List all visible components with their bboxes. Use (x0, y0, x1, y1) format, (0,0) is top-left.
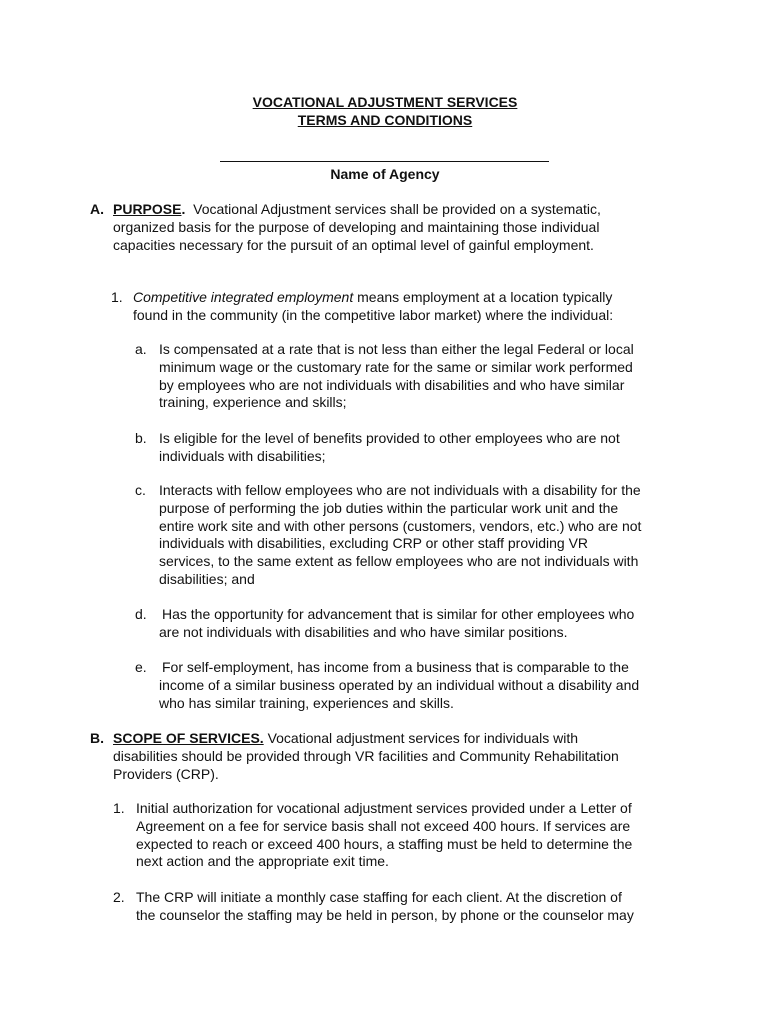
section-b-line-3: Providers (CRP). (113, 765, 219, 782)
section-b-item-1-line: next action and the appropriate exit time. (136, 853, 389, 870)
subitem-c-line: disabilities; and (159, 570, 255, 587)
subitem-e-marker: e. (135, 659, 147, 675)
item-1-line-1 (133, 289, 613, 307)
section-a-line-1 (113, 201, 601, 219)
subitem-e-line: income of a similar business operated by an individual without a disability and (159, 676, 640, 693)
subitem-b-marker: b. (135, 430, 147, 446)
subitem-a-text (159, 341, 634, 412)
subitem-b-line: individuals with disabilities; (159, 447, 326, 464)
subitem-c-line: services, to the same extent as fellow employees who are not individuals with (159, 553, 639, 570)
item-1-term: Competitive integrated employment (133, 289, 354, 305)
document-subtitle: TERMS AND CONDITIONS (297, 112, 473, 128)
subitem-d-line: Has the opportunity for advancement that is similar for other employees who (162, 606, 635, 622)
subitem-d-text (159, 606, 634, 642)
subitem-a-line: training, experience and skills; (159, 394, 347, 411)
section-b-item-1-line: Agreement on a fee for service basis shall not exceed 400 hours. If services are (136, 817, 631, 834)
agency-signature-line (220, 161, 549, 162)
section-b-item-1-text (136, 800, 632, 871)
section-b-item-2-marker: 2. (113, 889, 125, 905)
section-b-line-1-rest: Vocational adjustment services for individuals with (267, 730, 579, 746)
section-b-item-1-line: Initial authorization for vocational adjustment services provided under a Letter of (136, 800, 632, 816)
section-a-line-3: capacities necessary for the pursuit of an optimal level of gainful employment. (113, 236, 594, 253)
section-b-marker: B. (90, 730, 104, 746)
section-a-heading-period: . (181, 201, 186, 217)
section-b-line-1 (113, 730, 619, 748)
subitem-b-line: Is eligible for the level of benefits provided to other employees who are not (159, 430, 620, 446)
subitem-a-marker: a. (135, 341, 147, 357)
subitem-e-line: For self-employment, has income from a business that is comparable to the (162, 659, 629, 675)
subitem-d-line: are not individuals with disabilities and who have similar positions. (159, 623, 568, 640)
section-a-purpose (113, 201, 601, 254)
section-a-heading: PURPOSE (113, 201, 182, 217)
section-b-scope (113, 730, 619, 783)
subitem-c-text (159, 482, 641, 589)
section-b-item-1-marker: 1. (113, 800, 125, 816)
section-b-item-1-line: expected to reach or exceed 400 hours, a staffing must be held to determine the (136, 835, 633, 852)
subitem-c-line: entire work site and with other persons (customers, vendors, etc.) who are not (159, 517, 642, 534)
section-b-line-2: disabilities should be provided through VR facilities and Community Rehabilitation (113, 747, 619, 764)
subitem-e-text (159, 659, 639, 712)
agency-label: Name of Agency (330, 166, 440, 182)
item-1-definition (133, 289, 613, 325)
section-b-item-2-line: the counselor the staffing may be held in person, by phone or the counselor may (136, 906, 634, 923)
subitem-c-line: purpose of performing the job duties within the particular work unit and the (159, 499, 619, 516)
subitem-b-text (159, 430, 620, 466)
subitem-a-line: by employees who are not individuals with disabilities and who have similar (159, 376, 625, 393)
section-a-line-2: organized basis for the purpose of developing and maintaining those individual (113, 218, 600, 235)
section-b-heading: SCOPE OF SERVICES. (113, 730, 264, 746)
document-title: VOCATIONAL ADJUSTMENT SERVICES (252, 94, 518, 110)
subitem-c-line: Interacts with fellow employees who are not individuals with a disability for the (159, 482, 641, 498)
subitem-a-line: Is compensated at a rate that is not less than either the legal Federal or local (159, 341, 634, 357)
item-1-line-1-rest: means employment at a location typically (357, 289, 613, 305)
section-b-item-2-line: The CRP will initiate a monthly case staffing for each client. At the discretion of (136, 889, 622, 905)
section-a-text: Vocational Adjustment services shall be provided on a systematic, (193, 201, 601, 217)
subitem-c-marker: c. (135, 482, 146, 498)
item-1-marker: 1. (111, 289, 123, 305)
section-a-marker: A. (90, 201, 104, 217)
section-b-item-2-text (136, 889, 634, 925)
subitem-a-line: minimum wage or the customary rate for the same or similar work performed (159, 358, 633, 375)
subitem-c-line: individuals with disabilities, excluding CRP or other staff providing VR (159, 535, 589, 552)
item-1-line-2: found in the community (in the competitive labor market) where the individual: (133, 306, 614, 323)
subitem-d-marker: d. (135, 606, 147, 622)
subitem-e-line: who has similar training, experiences and skills. (159, 694, 454, 711)
